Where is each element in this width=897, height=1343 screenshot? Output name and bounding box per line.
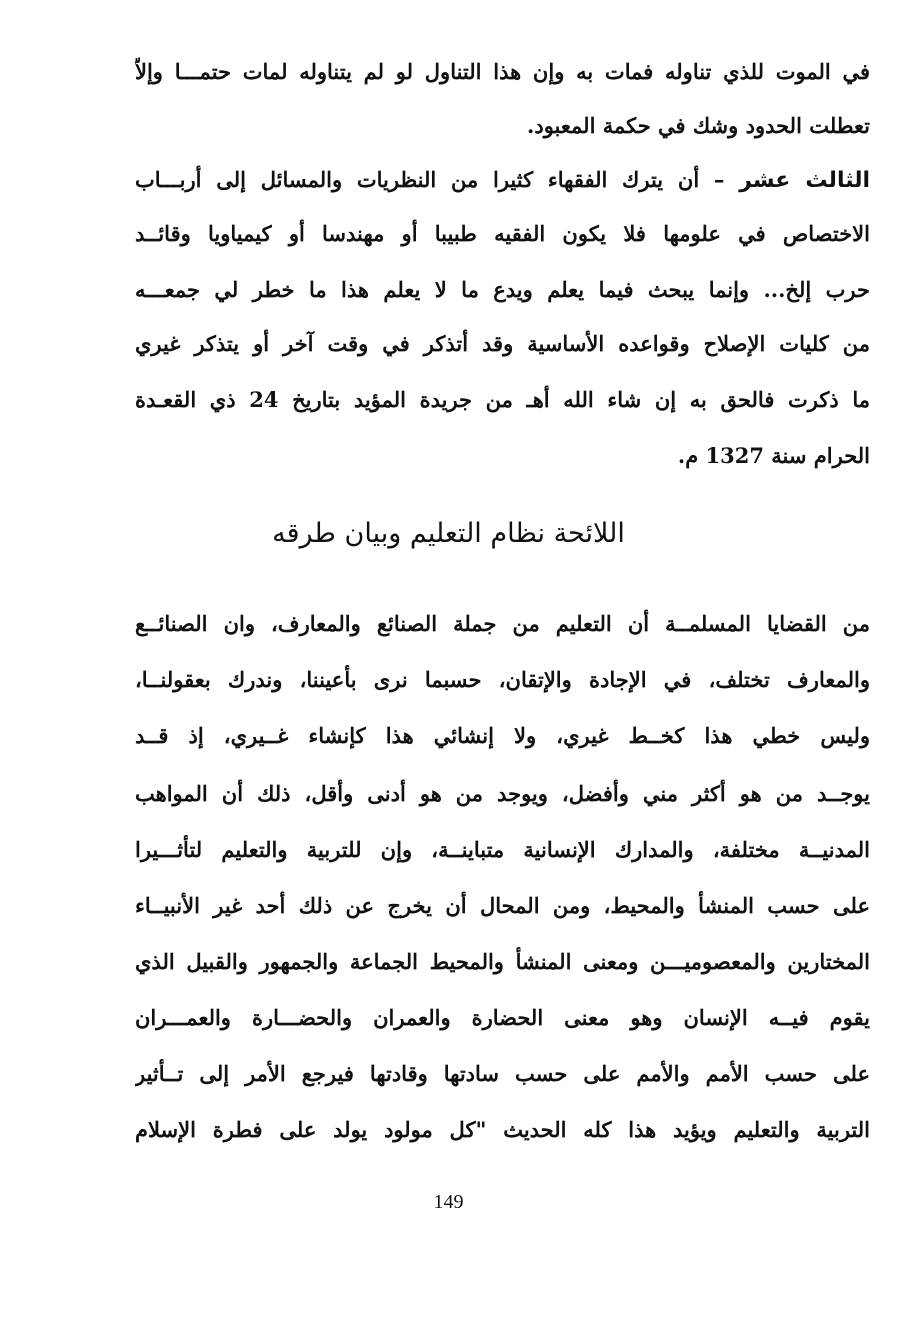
text-line: حرب إلخ... وإنما يبحث فيما يعلم ويدع ما لا يعلم هذا ما خطر لي جمعـــه: [135, 277, 870, 302]
text-line: التربية والتعليم ويؤيد هذا كله الحديث "كل مولود يولد على فطرة الإسلام: [135, 1117, 870, 1142]
text-line-rest: – أن يترك الفقهاء كثيرا من النظريات والمسائل إلى أربـــاب: [135, 167, 725, 192]
text-line: يوجــد من هو أكثر مني وأفضل، ويوجد من هو أدنى وأقل، ذلك أن المواهب: [135, 781, 870, 806]
text-line: المختارين والمعصوميـــن ومعنى المنشأ والمحيط الجماعة والجمهور والقبيل الذي: [135, 949, 870, 974]
section-heading: اللائحة نظام التعليم وبيان طرقه: [272, 518, 625, 549]
page-number: 149: [433, 1191, 464, 1213]
section-lead-label: الثالث عشر: [739, 168, 870, 193]
text-line: من كليات الإصلاح وقواعده الأساسية وقد أتذكر في وقت آخر أو يتذكر غيري: [135, 331, 870, 356]
text-line: في الموت للذي تناوله فمات به وإن هذا التناول لو لم يتناوله لمات حتمـــا وإلاّ: [135, 59, 870, 84]
text-line: على حسب المنشأ والمحيط، ومن المحال أن يخرج عن ذلك أحد غير الأنبيــاء: [135, 893, 870, 918]
text-line: يقوم فيــه الإنسان وهو معنى الحضارة والعمران والحضـــارة والعمـــران: [135, 1005, 870, 1030]
text-line: الاختصاص في علومها فلا يكون الفقيه طبيبا أو مهندسا أو كيمياويا وقائــد: [135, 221, 870, 246]
text-line: والمعارف تختلف، في الإجادة والإتقان، حسبما نرى بأعيننا، وندرك بعقولنــا،: [135, 667, 870, 692]
text-line: ما ذكرت فالحق به إن شاء الله أهـ من جريدة المؤيد بتاريخ 24 ذي القعـدة: [135, 387, 870, 412]
text-line: الحرام سنة 1327 م.: [677, 443, 870, 468]
text-line: وليس خطي هذا كخــط غيري، ولا إنشائي هذا كإنشاء غــيري، إذ قــد: [135, 723, 870, 748]
text-line: المدنيــة مختلفة، والمدارك الإنسانية متباينــة، وإن للتربية والتعليم لتأثـــيرا: [135, 837, 870, 862]
text-line: من القضايا المسلمــة أن التعليم من جملة الصنائع والمعارف، وان الصنائــع: [135, 611, 870, 636]
text-line: [135, 160, 870, 200]
text-line: تعطلت الحدود وشك في حكمة المعبود.: [527, 113, 870, 138]
text-line: على حسب الأمم والأمم على حسب سادتها وقادتها فيرجع الأمر إلى تــأثير: [135, 1061, 870, 1086]
